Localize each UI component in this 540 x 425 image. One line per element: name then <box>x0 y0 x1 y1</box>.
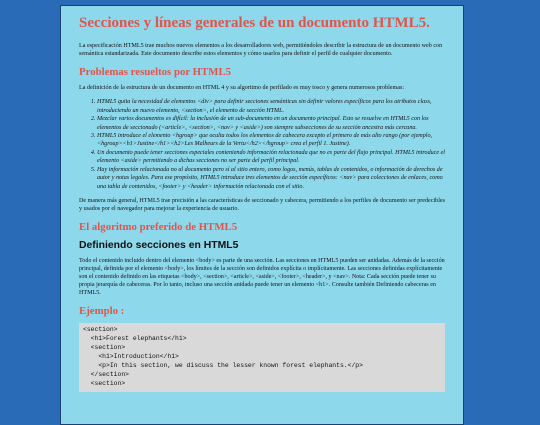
problems-paragraph: La definición de la estructura de un documento en HTML 4 y su algoritmo de perfilado es muy tosco y genera numerosos problemas: <box>79 85 405 92</box>
sections-paragraph: Todo el contenido incluido dentro del elemento <body> es parte de una sección. Las secciones en HTML5 pueden ser anidadas. Además de la sección principal, definida por el elemento <body>, los límites de la sección son definidos explícita o implícitamente. Las secciones definidas explícitamente son el contenido definido en las etiquetas <body>, <section>, <article>, <aside>, <footer>, <header>, y <nav>. Nota: Cada sección puede tener su propia jerarquía de cabeceras. Por lo tanto, incluso una sección anidada puede tener un elemento <h1>. Consulte también Definiendo cabeceras en HTML5. <box>79 257 445 296</box>
algorithm-heading: El algoritmo preferido de HTML5 <box>79 220 238 233</box>
page-title: Secciones y líneas generales de un documento HTML5. <box>79 15 430 31</box>
document-page <box>60 5 464 425</box>
list-item: 1. HTML5 quita la necesidad de elementos <div> para definir secciones semánticas sin definir valores específicos para los atributos class, introduciendo un nuevo elemento, <section>, el elemento de sección HTML. <box>97 98 445 114</box>
example-heading: Ejemplo : <box>79 304 125 317</box>
list-item: 3. HTML5 introduce el elemento <hgroup> que oculta todos los elementos de cabecera excepto el primero de más alto rango (por ejemplo, <hgroup><h1>Justine</h1><h2>Les Malheurs de la Vertu</h2></hgroup> crea el perfil 1. Justine). <box>97 132 445 148</box>
problems-heading: Problemas resueltos por HTML5 <box>79 66 232 79</box>
code-block: <section> <h1>Forest elephants</h1> <section> <h1>Introduction</h1> <p>In this section, we discuss the lesser known forest elephants.</p> </section> <section> <box>79 323 445 392</box>
problems-list <box>79 98 445 190</box>
problems-closing-paragraph: De manera más general, HTML5 trae precisión a las características de seccionado y cabecera, permitiendo a los perfiles de documento ser predecibles y usados por el navegador para mejorar la experiencia de usuario. <box>79 197 445 212</box>
list-item: 5. Hay información relacionada no al documento pero sí al sitio entero, como logos, menús, tablas de contenidos, o información de derechos de autor y notas legales. Para ese propósito, HTML5 introduce tres elementos de sección específicos: <nav> para colecciones de enlaces, como una tabla de contenidos, <footer> y <header> información relacionada con el sitio. <box>97 166 445 191</box>
list-item: 2. Mezclar varios documentos es difícil: la inclusión de un sub-documento en un documento principal. Esto se resuelve en HTML5 con los elementos de seccionado (<article>, <section>, <nav> y <aside>) son siempre subsecciones de su sección ancestra más cercana. <box>97 115 445 131</box>
sections-subheading: Definiendo secciones en HTML5 <box>79 239 239 251</box>
list-item: 4. Un documento puede tener secciones especiales conteniendo información relacionada que no es parte del flujo principal. HTML5 introduce el elemento <aside> permitiendo a dichas secciones no ser parte del perfil principal. <box>97 149 445 165</box>
intro-paragraph: La especificación HTML5 trae muchos nuevos elementos a los desarrolladores web, permitiéndoles describir la estructura de un documento web con semántica estandarizada. Este documento describe estos elementos y cómo usarlos para definir el perfil de cualquier documento. <box>79 43 443 58</box>
